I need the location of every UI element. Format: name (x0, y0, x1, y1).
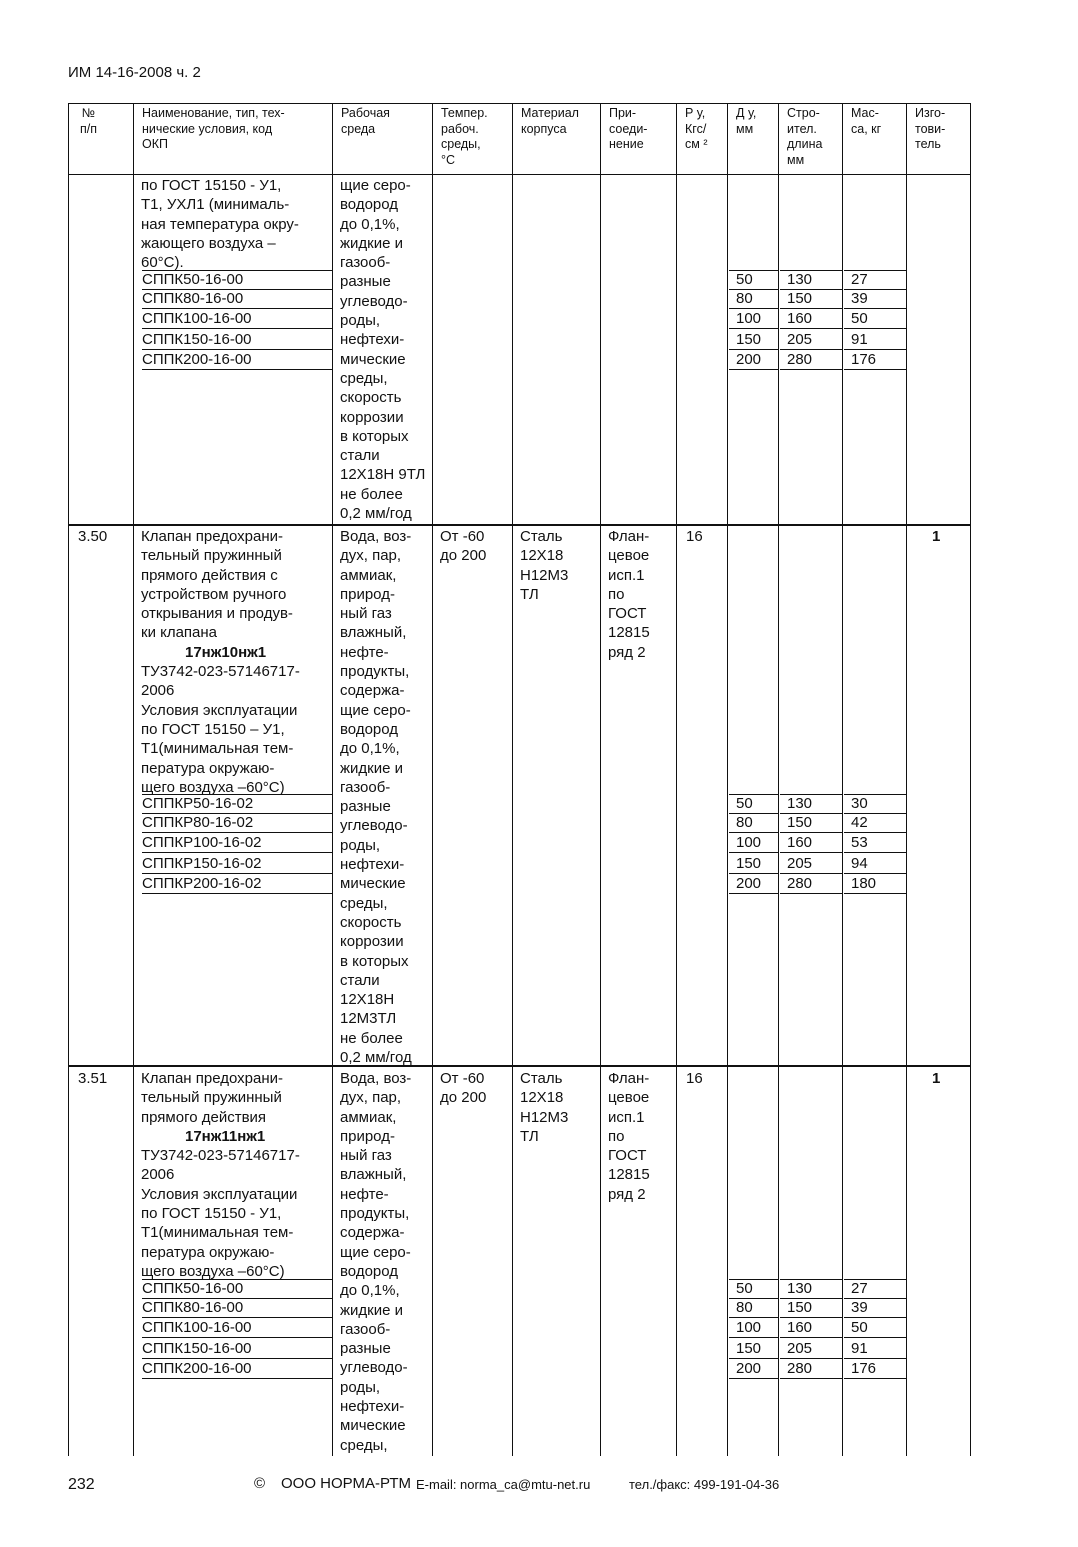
row350-mass: 42 (844, 814, 906, 833)
cont-length: 280 (780, 351, 842, 370)
row350-dy: 200 (729, 875, 778, 894)
row351-length: 160 (780, 1319, 842, 1338)
row350-dy: 100 (729, 834, 778, 853)
row-type-code: 17нж11нж1 (185, 1127, 266, 1145)
cont-name-text: по ГОСТ 15150 - У1, Т1, УХЛ1 (минималь- ная температура окру- жающего воздуха – 60°С). (141, 177, 299, 272)
column-border (432, 103, 433, 1456)
row350-length: 130 (780, 794, 842, 814)
cont-dy: 200 (729, 351, 778, 370)
row-name-text-2: ТУ3742-023-57146717- 2006 Условия эксплуатации по ГОСТ 15150 – У1, Т1(минимальная тем- пература окружаю- щего воздуха –60°С) (141, 663, 300, 796)
row-material: Сталь 12Х18 Н12М3 ТЛ (520, 1070, 569, 1145)
header-temperature: Темпер. рабоч. среды, °С (441, 106, 488, 167)
row351-mass: 27 (844, 1279, 906, 1299)
cont-mass: 176 (844, 351, 906, 370)
column-border (906, 103, 907, 1456)
row350-model: СППКР150-16-02 (142, 855, 332, 874)
column-border (332, 103, 333, 1456)
row350-model: СППКР80-16-02 (142, 814, 332, 833)
row351-model: СППК100-16-00 (142, 1319, 332, 1338)
row350-model: СППКР100-16-02 (142, 834, 332, 853)
row-number: 3.51 (78, 1070, 108, 1087)
row350-mass: 30 (844, 794, 906, 814)
header-pressure: Р у, Кгс/ см ² (685, 106, 708, 151)
row-name-text: Клапан предохрани- тельный пружинный прямого действия (141, 1070, 283, 1126)
row351-dy: 150 (729, 1340, 778, 1359)
row350-mass: 53 (844, 834, 906, 853)
row-connection: Флан- цевое исп.1 по ГОСТ 12815 ряд 2 (608, 528, 650, 661)
row-connection: Флан- цевое исп.1 по ГОСТ 12815 ряд 2 (608, 1070, 650, 1203)
cont-mass: 91 (844, 331, 906, 350)
row-name-text-2: ТУ3742-023-57146717- 2006 Условия эксплуатации по ГОСТ 15150 - У1, Т1(минимальная тем- пература окружаю- щего воздуха –60°С) (141, 1147, 300, 1280)
cont-length: 205 (780, 331, 842, 350)
column-border (970, 103, 971, 1456)
header-connection: При- соеди- нение (609, 106, 648, 151)
row351-model: СППК200-16-00 (142, 1360, 332, 1379)
cont-length: 130 (780, 270, 842, 290)
header-number: № п/п (80, 106, 98, 136)
row350-length: 205 (780, 855, 842, 874)
row351-dy: 50 (729, 1279, 778, 1299)
column-border (512, 103, 513, 1456)
row350-model: СППКР50-16-02 (142, 794, 332, 814)
cont-model: СППК150-16-00 (142, 331, 332, 350)
column-border (600, 103, 601, 1456)
header-length: Стро- ител. длина мм (787, 106, 823, 167)
table-top-border (68, 103, 970, 104)
cont-model: СППК50-16-00 (142, 270, 332, 290)
row-temperature: От -60 до 200 (440, 1070, 487, 1107)
row351-mass: 50 (844, 1319, 906, 1338)
header-material: Материал корпуса (521, 106, 579, 136)
cont-dy: 100 (729, 310, 778, 329)
row350-mass: 180 (844, 875, 906, 894)
row-material: Сталь 12Х18 Н12М3 ТЛ (520, 528, 569, 603)
row-manufacturer: 1 (932, 528, 941, 545)
page-number: 232 (68, 1476, 95, 1493)
row-medium-text: Вода, воз- дух, пар, аммиак, природ- ный газ влажный, нефте- продукты, содержа- щие серо- водород до 0,1%, жидкие и газооб- разные углеводо- роды, нефтехи- мические среды, скорость коррозии в которых стали 12Х18Н 12М3ТЛ не более 0,2 мм/год (340, 528, 412, 1067)
row351-model: СППК150-16-00 (142, 1340, 332, 1359)
row-type-code: 17нж10нж1 (185, 643, 267, 661)
footer-copyright-icon: © (254, 1475, 266, 1492)
row-pressure: 16 (686, 528, 703, 545)
row351-length: 280 (780, 1360, 842, 1379)
row350-dy: 150 (729, 855, 778, 874)
row351-dy: 200 (729, 1360, 778, 1379)
row350-dy: 80 (729, 814, 778, 833)
cont-dy: 80 (729, 290, 778, 309)
cont-length: 150 (780, 290, 842, 309)
row350-length: 150 (780, 814, 842, 833)
cont-model: СППК200-16-00 (142, 351, 332, 370)
row351-dy: 100 (729, 1319, 778, 1338)
cont-mass: 39 (844, 290, 906, 309)
column-border (676, 103, 677, 1456)
row351-length: 150 (780, 1299, 842, 1318)
row350-mass: 94 (844, 855, 906, 874)
footer-publisher: ООО НОРМА-РТМ (281, 1475, 411, 1492)
row351-length: 205 (780, 1340, 842, 1359)
row350-length: 280 (780, 875, 842, 894)
cont-mass: 27 (844, 270, 906, 290)
row-divider (68, 1065, 970, 1067)
row350-model: СППКР200-16-02 (142, 875, 332, 894)
header-mass: Мас- са, кг (851, 106, 882, 136)
column-border (68, 103, 69, 1456)
cont-model: СППК100-16-00 (142, 310, 332, 329)
row351-mass: 39 (844, 1299, 906, 1318)
row-number: 3.50 (78, 528, 108, 545)
header-diameter: Д у, мм (736, 106, 757, 136)
footer-email: E-mail: norma_ca@mtu-net.ru (416, 1477, 591, 1492)
row-medium-text: Вода, воз- дух, пар, аммиак, природ- ный газ влажный, нефте- продукты, содержа- щие серо- водород до 0,1%, жидкие и газооб- разные углеводо- роды, нефтехи- мические среды, (340, 1070, 412, 1454)
row351-dy: 80 (729, 1299, 778, 1318)
cont-dy: 50 (729, 270, 778, 290)
row350-length: 160 (780, 834, 842, 853)
cont-medium-text: щие серо- водород до 0,1%, жидкие и газооб- разные углеводо- роды, нефтехи- мические среды, скорость коррозии в которых стали 12Х18Н 9ТЛ не более 0,2 мм/год (340, 177, 426, 523)
row351-mass: 91 (844, 1340, 906, 1359)
cont-model: СППК80-16-00 (142, 290, 332, 309)
footer-phone: тел./факс: 499-191-04-36 (629, 1477, 780, 1492)
row-pressure: 16 (686, 1070, 703, 1087)
row-temperature: От -60 до 200 (440, 528, 487, 565)
row-manufacturer: 1 (932, 1070, 941, 1087)
row351-length: 130 (780, 1279, 842, 1299)
header-name: Наименование, тип, тех- нические условия, код ОКП (142, 106, 285, 151)
row350-dy: 50 (729, 794, 778, 814)
row351-model: СППК50-16-00 (142, 1279, 332, 1299)
header-medium: Рабочая среда (341, 106, 390, 136)
cont-length: 160 (780, 310, 842, 329)
cont-mass: 50 (844, 310, 906, 329)
header-manufacturer: Изго- тови- тель (915, 106, 946, 151)
cont-dy: 150 (729, 331, 778, 350)
row351-model: СППК80-16-00 (142, 1299, 332, 1318)
column-border (133, 103, 134, 1456)
row-name-text: Клапан предохрани- тельный пружинный прямого действия с устройством ручного открывания и продув- ки клапана (141, 528, 293, 642)
row351-mass: 176 (844, 1360, 906, 1379)
document-code: ИМ 14-16-2008 ч. 2 (68, 64, 201, 81)
